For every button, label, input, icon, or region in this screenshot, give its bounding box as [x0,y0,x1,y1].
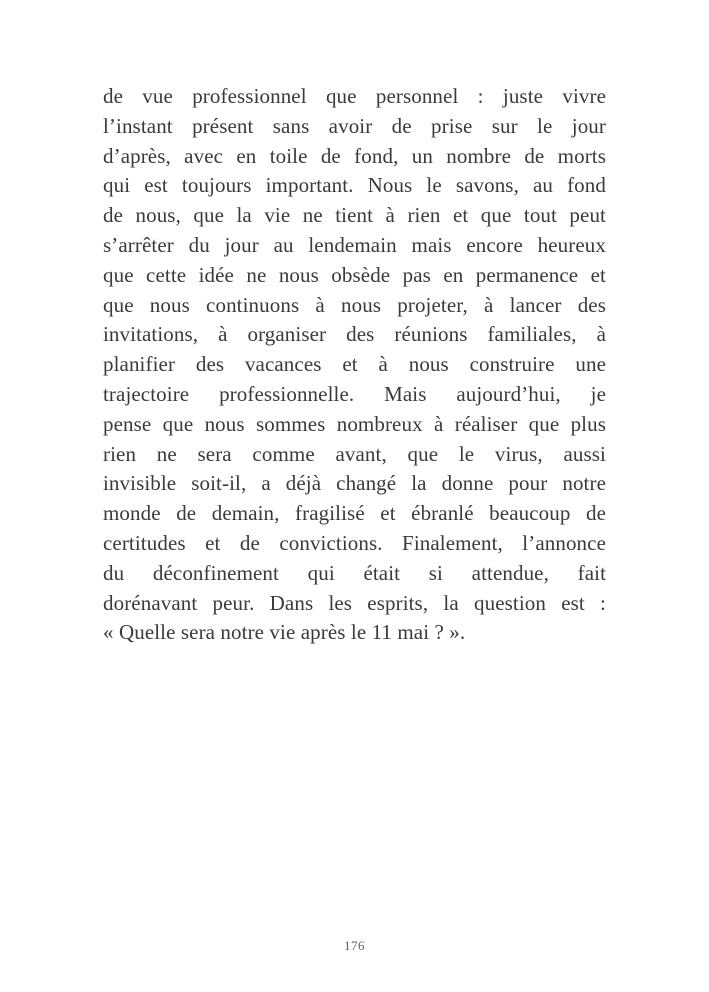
text-line: trajectoire professionnelle. Mais aujourd’hui, je [103,381,606,406]
text-line: monde de demain, fragilisé et ébranlé beaucoup de [103,501,606,526]
text-line: l’instant présent sans avoir de prise sur le jour [103,113,606,138]
text-line: de nous, que la vie ne tient à rien et que tout peut [103,203,606,228]
text-line: qui est toujours important. Nous le savons, au fond [103,173,606,198]
text-line: d’après, avec en toile de fond, un nombre de morts [103,143,606,168]
text-line: de vue professionnel que personnel : juste vivre [103,84,606,108]
text-line: certitudes et de convictions. Finalement, l’annonce [103,530,606,555]
text-line: « Quelle sera notre vie après le 11 mai ? ». [103,620,466,645]
text-line: du déconfinement qui était si attendue, fait [103,560,606,585]
text-line: rien ne sera comme avant, que le virus, aussi [103,441,606,466]
text-line: planifier des vacances et à nous construire une [103,352,606,377]
page-text [103,82,606,648]
text-line: que cette idée ne nous obsède pas en permanence et [103,262,606,287]
text-line: dorénavant peur. Dans les esprits, la question est : [103,590,606,615]
text-line: que nous continuons à nous projeter, à lancer des [103,292,606,317]
text-line: pense que nous sommes nombreux à réaliser que plus [103,411,606,436]
text-line: invisible soit-il, a déjà changé la donne pour notre [103,471,606,496]
text-line: s’arrêter du jour au lendemain mais encore heureux [103,232,606,257]
text-line: invitations, à organiser des réunions familiales, à [103,322,606,347]
page-number: 176 [344,938,365,953]
